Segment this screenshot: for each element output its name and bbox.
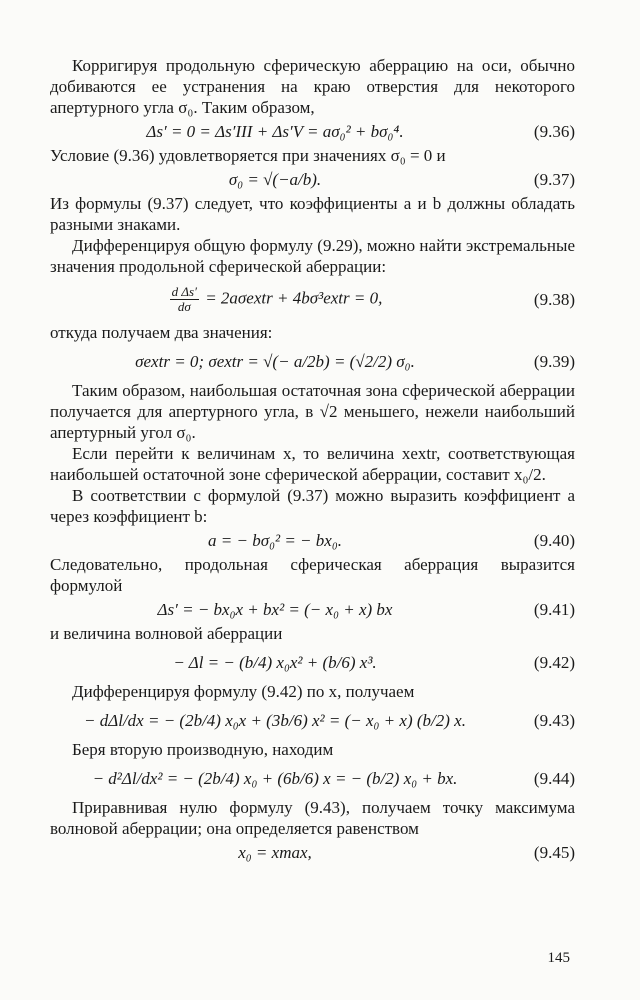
equation-number: (9.36) [533, 122, 575, 141]
equation-number: (9.37) [533, 170, 575, 189]
equation-9-38 [50, 285, 575, 314]
fraction-denominator: dσ [177, 299, 191, 314]
fraction-numerator: d Δs′ [171, 284, 197, 299]
paragraph-8: В соответствии с формулой (9.37) можно выразить коэффициент a через коэффициент b: [50, 486, 575, 526]
paragraph-7: Если перейти к величинам x, то величина xextr, соответствующая наибольшей остаточной зоне сферической аберрации, составит x₀/2. [50, 444, 575, 484]
paragraph-13: Приравнивая нулю формулу (9.43), получаем точку максимума волновой аберрации; она определяется равенством [50, 798, 575, 838]
equation-9-40 [50, 530, 575, 551]
page-number: 145 [547, 950, 570, 966]
equation-body: − d²Δl/dx² = − (2b/4) x₀ + (6b/6) x = − (b/2) x₀ + bx. [92, 769, 458, 788]
equation-number: (9.39) [533, 352, 575, 371]
equation-9-43 [50, 710, 575, 731]
equation-9-39 [50, 351, 575, 372]
paragraph-5: откуда получаем два значения: [50, 323, 273, 342]
paragraph-10: и величина волновой аберрации [50, 624, 283, 643]
equation-number: (9.38) [533, 290, 575, 309]
equation-number: (9.40) [533, 531, 575, 550]
paragraph-9: Следовательно, продольная сферическая аберрация выразится формулой [50, 555, 575, 595]
paragraph-3: Из формулы (9.37) следует, что коэффициенты a и b должны обладать разными знаками. [50, 194, 575, 234]
derivative-fraction [170, 285, 199, 314]
equation-9-42 [50, 652, 575, 673]
equation-body: x₀ = xmax, [238, 843, 312, 862]
equation-9-45 [50, 842, 575, 863]
equation-number: (9.44) [533, 769, 575, 788]
equation-number: (9.45) [533, 843, 575, 862]
equation-number: (9.43) [533, 711, 575, 730]
equation-body: σextr = 0; σextr = √(− a/2b) = (√2/2) σ₀. [135, 352, 415, 371]
paragraph-6: Таким образом, наибольшая остаточная зона сферической аберрации получается для апертурного угла, в √2 меньшего, нежели наибольший апертурный угол σ₀. [50, 381, 575, 442]
equation-9-36 [50, 121, 575, 142]
equation-9-37 [50, 169, 575, 190]
equation-number: (9.41) [533, 600, 575, 619]
equation-number: (9.42) [533, 653, 575, 672]
equation-body: σ₀ = √(−a/b). [228, 170, 322, 189]
equation-body: a = − bσ₀² = − bx₀. [208, 531, 342, 550]
paragraph-11: Дифференцируя формулу (9.42) по x, получаем [72, 682, 415, 701]
equation-body: − dΔl/dx = − (2b/4) x₀x + (3b/6) x² = (− x₀ + x) (b/2) x. [84, 711, 466, 730]
paragraph-1: Корригируя продольную сферическую аберрацию на оси, обычно добиваются ее устранения на краю отверстия для некоторого апертурного угла σ₀. Таким образом, [50, 56, 575, 117]
paragraph-12: Беря вторую производную, находим [72, 740, 334, 759]
equation-body: Δs′ = 0 = Δs′III + Δs′V = aσ₀² + bσ₀⁴. [146, 122, 404, 141]
equation-body: − Δl = − (b/4) x₀x² + (b/6) x³. [173, 653, 377, 672]
paragraph-4: Дифференцируя общую формулу (9.29), можно найти экстремальные значения продольной сферической аберрации: [50, 236, 575, 276]
equation-rest: = 2aσextr + 4bσ³extr = 0, [205, 288, 383, 308]
equation-body: Δs′ = − bx₀x + bx² = (− x₀ + x) bx [157, 600, 393, 619]
equation-body [50, 285, 500, 314]
paragraph-2: Условие (9.36) удовлетворяется при значениях σ₀ = 0 и [50, 146, 446, 165]
page-content [50, 55, 575, 866]
equation-9-44 [50, 768, 575, 789]
equation-9-41 [50, 599, 575, 620]
